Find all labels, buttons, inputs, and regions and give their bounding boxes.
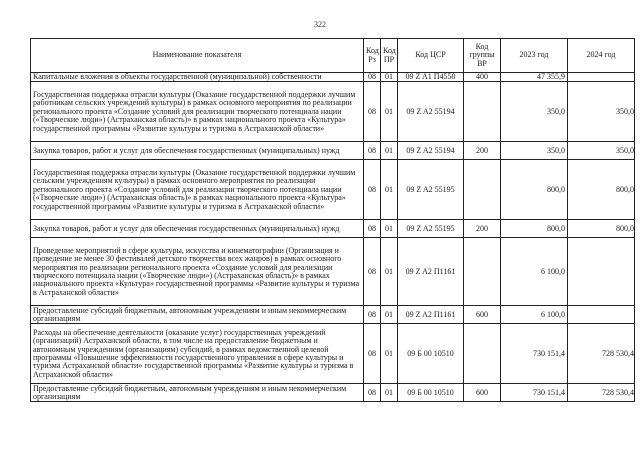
row-2023: 6 100,0 [501,306,568,324]
row-2024: 728 530,4 [568,324,635,384]
budget-table-container [30,38,634,402]
table-row [31,160,635,220]
header-vr: Код группы ВР [464,39,501,73]
row-pr: 01 [381,306,398,324]
row-pr: 01 [381,142,398,160]
row-2024: 800,0 [568,220,635,238]
row-vr: 200 [464,220,501,238]
row-name: Государственная поддержка отрасли культуры (Оказание государственной поддержки лучшим сельским учреждениям культуры) в рамках основного мероприятия по реализации регионального проекта «Создание условий для реализации творческого потенциала нации («Творческие люди») (Астраханская область)» в рамках национального проекта «Культура» государственной программы «Развитие культуры и туризма в Астраханской области» [31,160,364,220]
row-2024 [568,306,635,324]
header-pr: Код ПР [381,39,398,73]
header-2024: 2024 год [568,39,635,73]
table-row [31,142,635,160]
row-name: Закупка товаров, работ и услуг для обеспечения государственных (муниципальных) нужд [31,220,364,238]
row-2023: 47 355,9 [501,73,568,82]
row-rz: 08 [364,160,381,220]
row-vr [464,160,501,220]
row-2023: 730 151,4 [501,384,568,402]
row-rz: 08 [364,220,381,238]
row-vr [464,238,501,306]
row-rz: 08 [364,142,381,160]
row-csr: 09 Z A2 П1161 [398,238,464,306]
row-name: Предоставление субсидий бюджетным, автономным учреждениям и иным некоммерческим организациям [31,384,364,402]
table-row [31,384,635,402]
row-2023: 350,0 [501,82,568,142]
table-row [31,73,635,82]
row-vr: 600 [464,384,501,402]
row-rz: 08 [364,306,381,324]
table-row [31,220,635,238]
row-name: Предоставление субсидий бюджетным, автономным учреждениям и иным некоммерческим организациям [31,306,364,324]
table-row [31,306,635,324]
row-csr: 09 Z A2 55194 [398,142,464,160]
table-header-row [31,39,635,73]
row-name: Капитальные вложения в объекты государственной (муниципальной) собственности [31,73,364,82]
row-2024: 350,0 [568,82,635,142]
row-2024 [568,73,635,82]
header-rz: Код Рз [364,39,381,73]
row-vr: 600 [464,306,501,324]
row-2023: 730 151,4 [501,324,568,384]
row-csr: 09 Б 00 10510 [398,324,464,384]
row-pr: 01 [381,384,398,402]
row-2024: 800,0 [568,160,635,220]
row-csr: 09 Z A2 55194 [398,82,464,142]
table-row [31,82,635,142]
row-vr: 200 [464,142,501,160]
row-pr: 01 [381,73,398,82]
row-2023: 6 100,0 [501,238,568,306]
row-pr: 01 [381,324,398,384]
row-name: Расходы на обеспечение деятельности (оказание услуг) государственных учреждений (организаций) Астраханской области, в том числе на предоставление бюджетным и автономным учреждениям (организациям) субсидий, в рамках ведомственной целевой программы «Повышение эффективности государственного управления в сфере культуры и туризма Астраханской области» государственной программы «Развитие культуры и туризма в Астраханской области» [31,324,364,384]
row-rz: 08 [364,238,381,306]
row-2023: 800,0 [501,160,568,220]
row-name: Проведение мероприятий в сфере культуры, искусства и кинематографии (Организация и проведение не менее 30 фестивалей детского творчества всех жанров) в рамках основного мероприятия по реализации регионального проекта «Создание условий для реализации творческого потенциала нации («Творческие люди») (Астраханская область)» в рамках национального проекта «Культура» государственной программы «Развитие культуры и туризма в Астраханской области» [31,238,364,306]
row-pr: 01 [381,82,398,142]
row-pr: 01 [381,220,398,238]
row-csr: 09 Z A2 55195 [398,160,464,220]
row-2024: 728 530,4 [568,384,635,402]
budget-table [30,38,635,402]
row-csr: 09 Б 00 10510 [398,384,464,402]
row-vr: 400 [464,73,501,82]
row-rz: 08 [364,82,381,142]
row-rz: 08 [364,73,381,82]
row-2023: 350,0 [501,142,568,160]
row-csr: 09 Z A1 П4550 [398,73,464,82]
row-csr: 09 Z A2 55195 [398,220,464,238]
row-vr [464,324,501,384]
row-pr: 01 [381,238,398,306]
row-2023: 800,0 [501,220,568,238]
row-csr: 09 Z A2 П1161 [398,306,464,324]
table-row [31,238,635,306]
row-pr: 01 [381,160,398,220]
row-2024 [568,238,635,306]
table-row [31,324,635,384]
row-name: Государственная поддержка отрасли культуры (Оказание государственной поддержки лучшим работникам сельских учреждений культуры) в рамках основного мероприятия по реализации регионального проекта «Создание условий для реализации творческого потенциала нации («Творческие люди») (Астраханская область)» в рамках национального проекта «Культура» государственной программы «Развитие культуры и туризма в Астраханской области» [31,82,364,142]
header-2023: 2023 год [501,39,568,73]
header-name: Наименование показателя [31,39,364,73]
header-csr: Код ЦСР [398,39,464,73]
row-vr [464,82,501,142]
row-name: Закупка товаров, работ и услуг для обеспечения государственных (муниципальных) нужд [31,142,364,160]
row-2024: 350,0 [568,142,635,160]
page-number: 322 [314,20,326,29]
row-rz: 08 [364,324,381,384]
row-rz: 08 [364,384,381,402]
